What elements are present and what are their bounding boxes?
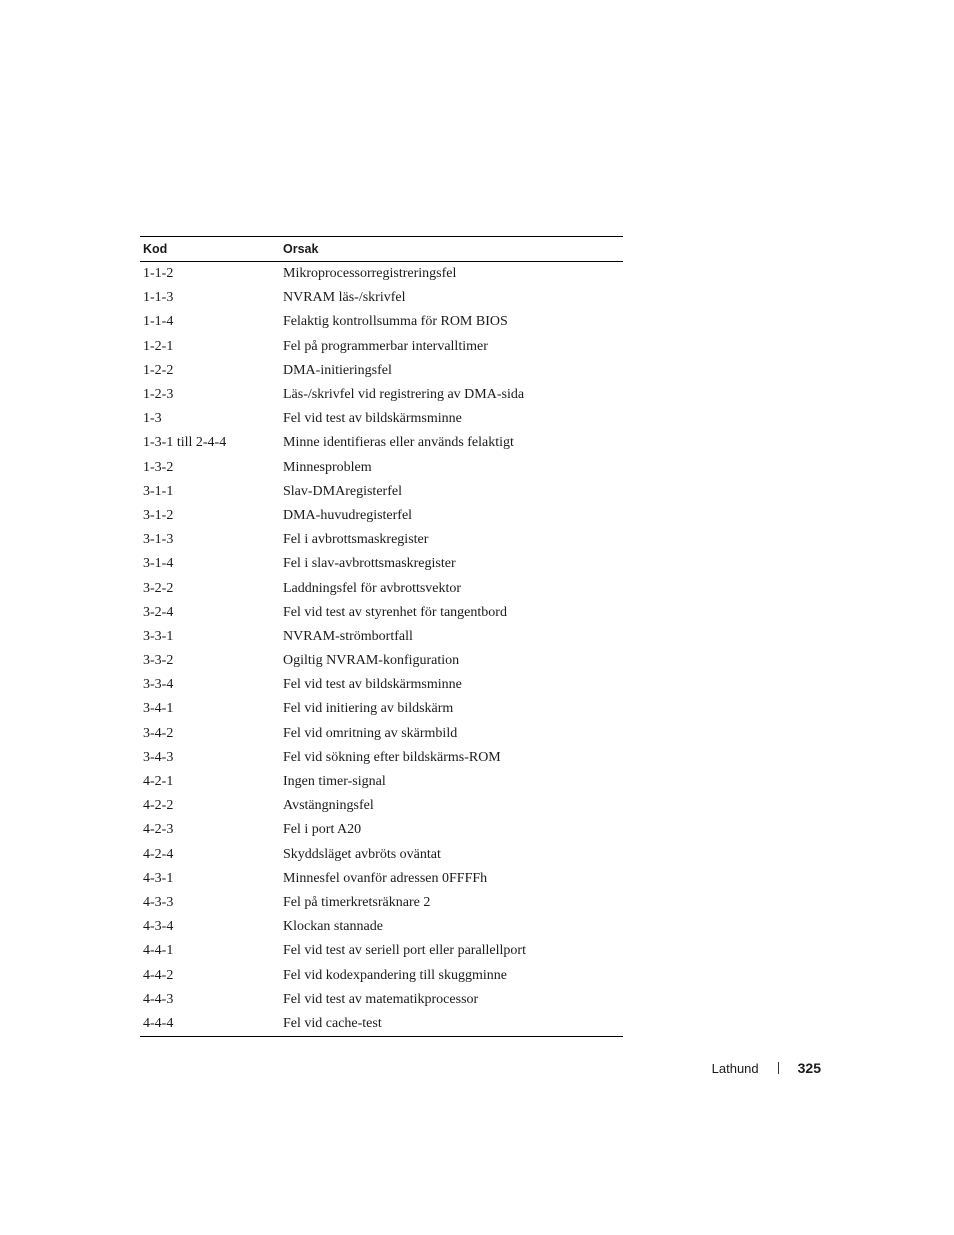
code-cell: 3-4-3 bbox=[143, 749, 174, 765]
code-cell: 1-1-4 bbox=[143, 314, 174, 330]
cause-cell: Skyddsläget avbröts oväntat bbox=[283, 846, 441, 862]
cause-cell: Felaktig kontrollsumma för ROM BIOS bbox=[283, 314, 508, 330]
table-row bbox=[140, 1012, 623, 1037]
page-footer bbox=[712, 1060, 821, 1076]
cause-cell: DMA-initieringsfel bbox=[283, 362, 392, 378]
code-cell: 4-4-4 bbox=[140, 1012, 280, 1037]
table-row bbox=[140, 794, 623, 818]
cause-cell: Fel i avbrottsmaskregister bbox=[283, 532, 429, 548]
header-kod: Kod bbox=[140, 237, 280, 262]
cause-cell: Fel på timerkretsräknare 2 bbox=[283, 894, 431, 910]
code-cell: 3-1-3 bbox=[143, 532, 174, 548]
code-cell: 3-3-2 bbox=[143, 653, 174, 669]
cause-cell: Fel på programmerbar intervalltimer bbox=[283, 338, 488, 354]
cause-cell: Fel i port A20 bbox=[283, 822, 362, 838]
cause-cell: Fel vid sökning efter bildskärms-ROM bbox=[283, 749, 501, 765]
cause-cell: Fel i slav-avbrottsmaskregister bbox=[283, 556, 456, 572]
cause-cell: Minnesproblem bbox=[283, 459, 372, 475]
code-cell: 1-3 bbox=[143, 411, 162, 427]
cause-cell: Fel vid initiering av bildskärm bbox=[283, 701, 454, 717]
table-header-row bbox=[140, 237, 623, 262]
cause-cell: Fel vid cache-test bbox=[280, 1012, 623, 1037]
code-cell: 4-2-4 bbox=[143, 846, 174, 862]
code-cell: 3-4-2 bbox=[143, 725, 174, 741]
table-row bbox=[140, 673, 623, 697]
cause-cell: Klockan stannade bbox=[283, 919, 383, 935]
table-row bbox=[140, 335, 623, 359]
table-row bbox=[140, 770, 623, 794]
table-row bbox=[140, 262, 623, 287]
cause-cell: NVRAM läs-/skrivfel bbox=[283, 290, 406, 306]
footer-separator bbox=[778, 1062, 779, 1074]
code-cell: 3-1-4 bbox=[143, 556, 174, 572]
code-cell: 3-1-1 bbox=[143, 483, 174, 499]
table-row bbox=[140, 383, 623, 407]
cause-cell: Fel vid test av matematikprocessor bbox=[283, 991, 479, 1007]
code-cell: 4-4-3 bbox=[143, 991, 174, 1007]
cause-cell: Minne identifieras eller används felaktigt bbox=[283, 435, 514, 451]
code-cell: 4-2-1 bbox=[143, 774, 174, 790]
code-cell: 1-2-3 bbox=[143, 387, 174, 403]
table-row bbox=[140, 722, 623, 746]
cause-cell: Fel vid omritning av skärmbild bbox=[283, 725, 458, 741]
table-row bbox=[140, 988, 623, 1012]
cause-cell: Fel vid test av styrenhet för tangentbord bbox=[283, 604, 507, 620]
cause-cell: Minnesfel ovanför adressen 0FFFFh bbox=[283, 870, 488, 886]
table-body bbox=[140, 262, 623, 1037]
table-row bbox=[140, 843, 623, 867]
code-cell: 1-2-1 bbox=[143, 338, 174, 354]
cause-cell: Fel vid test av bildskärmsminne bbox=[283, 411, 462, 427]
code-cell: 1-3-2 bbox=[143, 459, 174, 475]
code-cell: 1-3-1 till 2-4-4 bbox=[143, 435, 227, 451]
page-number: 325 bbox=[797, 1060, 821, 1076]
code-cell: 4-4-1 bbox=[143, 943, 174, 959]
table-row bbox=[140, 818, 623, 842]
code-cell: 3-2-4 bbox=[143, 604, 174, 620]
table-row bbox=[140, 431, 623, 455]
code-cell: 4-2-3 bbox=[143, 822, 174, 838]
cause-cell: Avstängningsfel bbox=[283, 798, 374, 814]
table-row bbox=[140, 552, 623, 576]
cause-cell: NVRAM-strömbortfall bbox=[283, 628, 413, 644]
table-row bbox=[140, 359, 623, 383]
code-cell: 3-3-4 bbox=[143, 677, 174, 693]
table-row bbox=[140, 286, 623, 310]
table-row bbox=[140, 963, 623, 987]
table-row bbox=[140, 915, 623, 939]
table-row bbox=[140, 456, 623, 480]
code-cell: 4-4-2 bbox=[143, 967, 174, 983]
table-row bbox=[140, 528, 623, 552]
code-cell: 4-3-3 bbox=[143, 894, 174, 910]
footer-section-title: Lathund bbox=[711, 1060, 759, 1076]
table-row bbox=[140, 310, 623, 334]
code-cell: 3-4-1 bbox=[143, 701, 174, 717]
code-cell: 4-2-2 bbox=[143, 798, 174, 814]
table-row bbox=[140, 601, 623, 625]
table-row bbox=[140, 867, 623, 891]
code-cell: 1-1-2 bbox=[143, 266, 174, 282]
code-cell: 1-1-3 bbox=[143, 290, 174, 306]
beep-code-table bbox=[140, 236, 623, 1037]
cause-cell: Fel vid test av seriell port eller parallellport bbox=[283, 943, 526, 959]
cause-cell: DMA-huvudregisterfel bbox=[283, 507, 413, 523]
table-row bbox=[140, 625, 623, 649]
code-cell: 4-3-1 bbox=[143, 870, 174, 886]
cause-cell: Ogiltig NVRAM-konfiguration bbox=[283, 653, 460, 669]
cause-cell: Läs-/skrivfel vid registrering av DMA-sida bbox=[283, 387, 525, 403]
table-row bbox=[140, 746, 623, 770]
table-row bbox=[140, 697, 623, 721]
table-row bbox=[140, 649, 623, 673]
cause-cell: Laddningsfel för avbrottsvektor bbox=[283, 580, 462, 596]
table-row bbox=[140, 891, 623, 915]
code-cell: 1-2-2 bbox=[143, 362, 174, 378]
code-cell: 3-3-1 bbox=[143, 628, 174, 644]
code-cell: 3-2-2 bbox=[143, 580, 174, 596]
table-row bbox=[140, 504, 623, 528]
cause-cell: Mikroprocessorregistreringsfel bbox=[283, 266, 457, 282]
table-row bbox=[140, 407, 623, 431]
cause-cell: Ingen timer-signal bbox=[283, 774, 386, 790]
table-row bbox=[140, 939, 623, 963]
cause-cell: Fel vid kodexpandering till skuggminne bbox=[283, 967, 507, 983]
table-row bbox=[140, 480, 623, 504]
code-cell: 4-3-4 bbox=[143, 919, 174, 935]
header-orsak: Orsak bbox=[280, 237, 623, 262]
cause-cell: Fel vid test av bildskärmsminne bbox=[283, 677, 462, 693]
cause-cell: Slav-DMAregisterfel bbox=[283, 483, 402, 499]
table-row bbox=[140, 576, 623, 600]
code-cell: 3-1-2 bbox=[143, 507, 174, 523]
